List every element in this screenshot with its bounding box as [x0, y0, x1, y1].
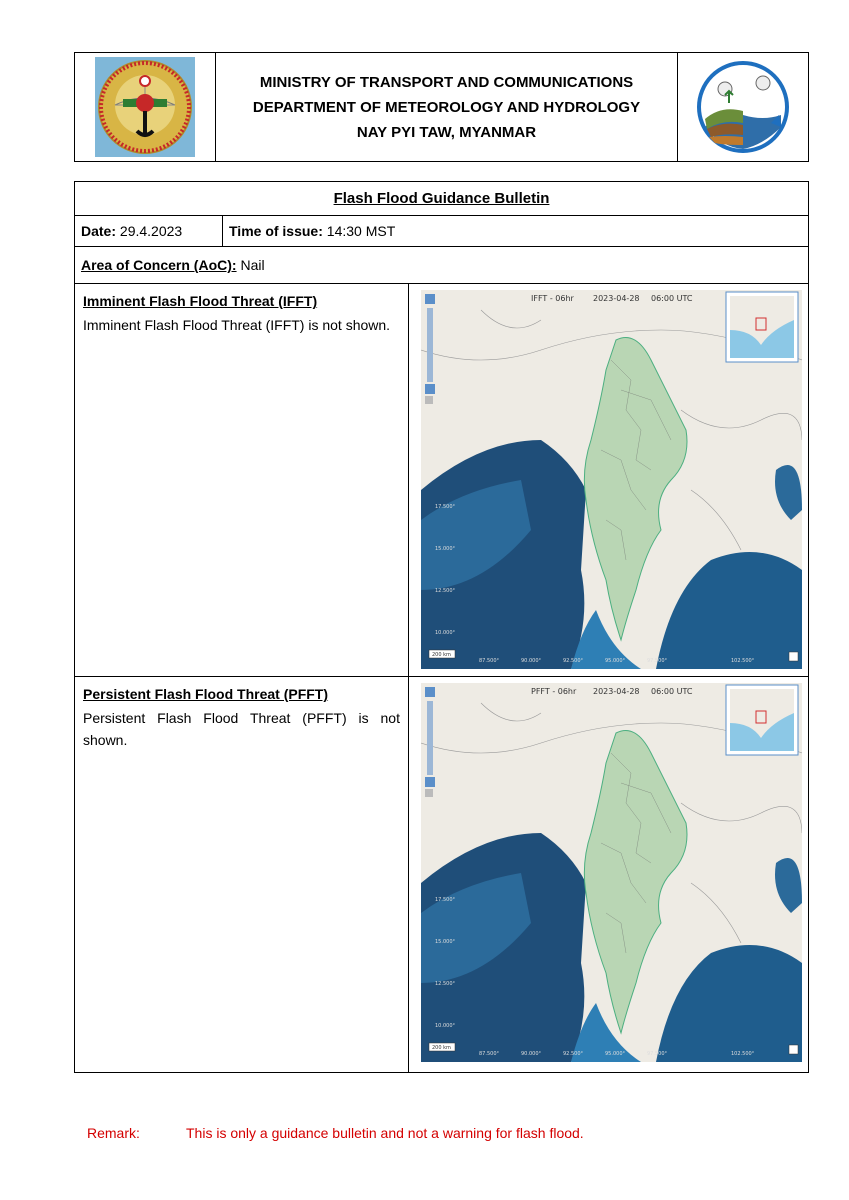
time-label: Time of issue: — [229, 223, 323, 239]
pfft-lat-label: 10.000° — [435, 1023, 455, 1029]
pfft-map-date: 2023-04-28 — [593, 687, 640, 696]
area-of-concern-row — [75, 247, 808, 284]
ifft-lat-label: 10.000° — [435, 630, 455, 636]
pfft-lon-label: 90.000° — [521, 1051, 541, 1057]
ifft-map-date: 2023-04-28 — [593, 294, 640, 303]
pfft-lat-label: 17.500° — [435, 897, 455, 903]
letterhead-title — [216, 53, 677, 161]
pfft-lat-label: 12.500° — [435, 981, 455, 987]
ifft-map — [421, 290, 802, 669]
ifft-lon-label: 95.000° — [605, 658, 625, 664]
ministry-logo-cell — [75, 53, 216, 161]
hydrology-cycle-icon — [693, 57, 793, 157]
pfft-map — [421, 683, 802, 1062]
ministry-emblem-icon — [93, 55, 197, 159]
pfft-text-cell — [75, 677, 409, 1072]
ifft-description: Imminent Flash Flood Threat (IFFT) is not shown. — [83, 317, 391, 333]
ifft-section — [75, 284, 808, 677]
aoc-value: Nail — [240, 257, 265, 273]
ifft-map-time: 06:00 UTC — [651, 294, 693, 303]
remark-label: Remark: — [87, 1125, 140, 1141]
aoc-label: Area of Concern (AoC): — [81, 257, 237, 273]
date-label: Date: — [81, 223, 117, 239]
pfft-map-image — [421, 683, 802, 1062]
pfft-scale-bar: 200 km — [432, 1045, 451, 1051]
pfft-lon-label: 92.500° — [563, 1051, 583, 1057]
ifft-lon-label: 97.500° — [647, 658, 667, 664]
time-cell — [223, 223, 395, 239]
ifft-lat-label: 17.500° — [435, 504, 455, 510]
pfft-lon-label: 95.000° — [605, 1051, 625, 1057]
bulletin-title-row — [75, 182, 808, 216]
bulletin-table — [74, 181, 809, 1073]
pfft-lat-label: 15.000° — [435, 939, 455, 945]
remark-text: This is only a guidance bulletin and not a warning for flash flood. — [186, 1125, 584, 1141]
pfft-lon-label: 102.500° — [731, 1051, 755, 1057]
ifft-lat-label: 12.500° — [435, 588, 455, 594]
pfft-lon-label: 87.500° — [479, 1051, 499, 1057]
ifft-map-title: IFFT - 06hr — [531, 294, 574, 303]
ifft-scale-bar: 200 km — [432, 652, 451, 658]
ifft-lon-label: 90.000° — [521, 658, 541, 664]
pfft-lon-label: 97.500° — [647, 1051, 667, 1057]
bulletin-title: Flash Flood Guidance Bulletin — [333, 190, 550, 207]
date-time-row — [75, 216, 808, 247]
date-value: 29.4.2023 — [119, 223, 183, 239]
pfft-map-time: 06:00 UTC — [651, 687, 693, 696]
remark — [87, 1125, 584, 1141]
ifft-text-cell — [75, 284, 409, 676]
ifft-lon-label: 92.500° — [563, 658, 583, 664]
ministry-name: MINISTRY OF TRANSPORT AND COMMUNICATIONS — [259, 73, 634, 91]
location: NAY PYI TAW, MYANMAR — [356, 123, 537, 141]
pfft-heading: Persistent Flash Flood Threat (PFFT) — [83, 686, 329, 702]
ifft-lon-label: 87.500° — [479, 658, 499, 664]
letterhead — [74, 52, 809, 162]
ifft-lat-label: 15.000° — [435, 546, 455, 552]
department-name: DEPARTMENT OF METEOROLOGY AND HYDROLOGY — [252, 98, 641, 116]
pfft-section — [75, 677, 808, 1072]
pfft-map-title: PFFT - 06hr — [531, 687, 577, 696]
ifft-map-image — [421, 290, 802, 669]
ifft-heading: Imminent Flash Flood Threat (IFFT) — [83, 293, 318, 309]
dmh-logo-cell — [677, 53, 808, 161]
time-value: 14:30 MST — [326, 223, 396, 239]
ifft-lon-label: 102.500° — [731, 658, 755, 664]
date-cell — [75, 216, 223, 246]
pfft-description: Persistent Flash Flood Threat (PFFT) is not shown. — [83, 710, 400, 748]
